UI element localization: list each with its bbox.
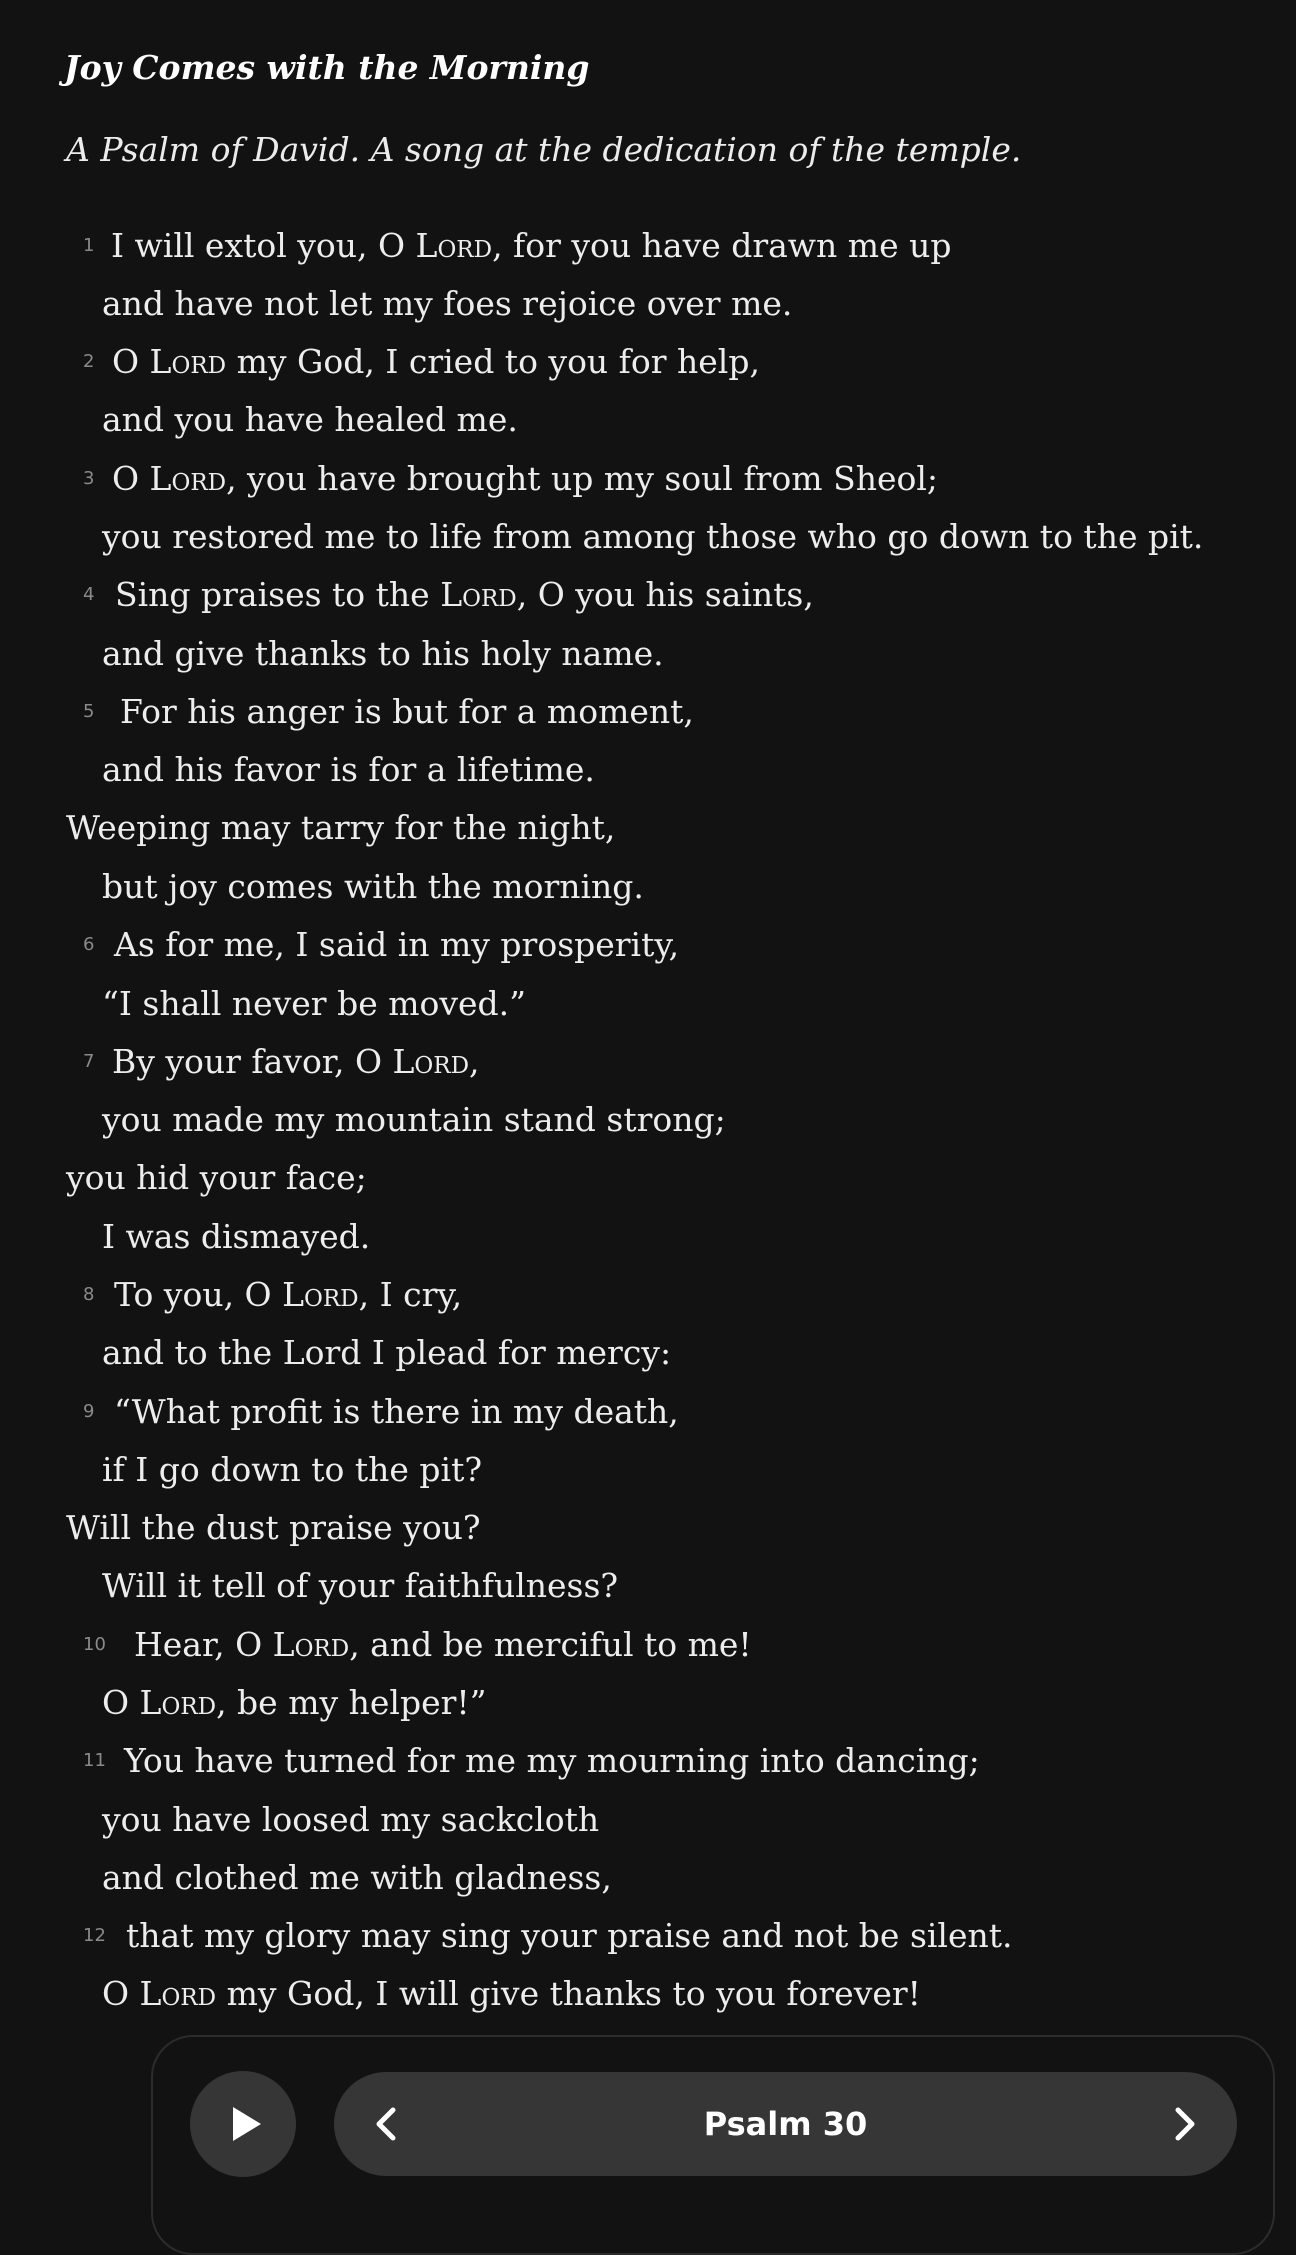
divine-name: Lord xyxy=(272,1625,350,1664)
verse-line: As for me, I said in my prosperity, xyxy=(114,925,680,964)
verse-number-4: 4 xyxy=(83,584,95,605)
verse-line: O Lord my God, I cried to you for help, xyxy=(112,342,760,381)
divine-name: Lord xyxy=(440,575,517,614)
verse-line: I will extol you, O Lord, for you have drawn me up xyxy=(111,226,952,265)
divine-name: Lord xyxy=(282,1275,359,1314)
verse-number-8: 8 xyxy=(83,1284,95,1305)
play-button[interactable] xyxy=(190,2071,296,2177)
verse-line: you hid your face; xyxy=(66,1158,367,1197)
chapter-label[interactable]: Psalm 30 xyxy=(703,2105,868,2143)
verse-number-1: 1 xyxy=(83,235,95,256)
verse-line: and clothed me with gladness, xyxy=(102,1858,612,1897)
verse-line: you restored me to life from among those who go down to the pit. xyxy=(102,517,1204,556)
verse-line: To you, O Lord, I cry, xyxy=(114,1275,463,1314)
verse-number-5: 5 xyxy=(83,701,95,722)
verse-number-3: 3 xyxy=(83,468,95,489)
verse-line: and you have healed me. xyxy=(102,400,518,439)
verse-line: and his favor is for a lifetime. xyxy=(102,750,595,789)
divine-name: Lord xyxy=(392,1042,470,1081)
divine-name: Lord xyxy=(149,342,227,381)
verse-line: O Lord, you have brought up my soul from Sheol; xyxy=(112,459,939,498)
verse-number-9: 9 xyxy=(83,1401,95,1422)
play-icon xyxy=(233,2107,261,2141)
verse-line: Weeping may tarry for the night, xyxy=(66,808,616,847)
divine-name: Lord xyxy=(149,459,227,498)
verse-line: you have loosed my sackcloth xyxy=(102,1800,600,1839)
verse-line: By your favor, O Lord, xyxy=(112,1042,480,1081)
next-chapter-button[interactable] xyxy=(1133,2072,1237,2176)
verse-line: O Lord my God, I will give thanks to you forever! xyxy=(102,1974,921,2013)
verse-line: if I go down to the pit? xyxy=(102,1450,483,1489)
verse-line: You have turned for me my mourning into dancing; xyxy=(124,1741,980,1780)
verse-number-2: 2 xyxy=(83,351,95,372)
verse-line: Will it tell of your faithfulness? xyxy=(102,1566,619,1605)
divine-name: Lord xyxy=(139,1974,217,2013)
chevron-left-icon xyxy=(371,2104,401,2144)
verse-number-7: 7 xyxy=(83,1051,95,1072)
verse-line: but joy comes with the morning. xyxy=(102,867,644,906)
verse-line: that my glory may sing your praise and not be silent. xyxy=(126,1916,1013,1955)
psalm-title: Joy Comes with the Morning xyxy=(64,48,590,87)
verse-line: Sing praises to the Lord, O you his saints, xyxy=(115,575,814,614)
verse-line: For his anger is but for a moment, xyxy=(120,692,694,731)
verse-line: “I shall never be moved.” xyxy=(102,984,527,1023)
chapter-navigator xyxy=(334,2072,1237,2176)
divine-name: Lord xyxy=(415,226,493,265)
verse-line: and give thanks to his holy name. xyxy=(102,634,664,673)
divine-name: Lord xyxy=(139,1683,217,1722)
chevron-right-icon xyxy=(1170,2104,1200,2144)
verse-line: Will the dust praise you? xyxy=(66,1508,481,1547)
verse-line: and to the Lord I plead for mercy: xyxy=(102,1333,672,1372)
verse-line: O Lord, be my helper!” xyxy=(102,1683,487,1722)
psalm-superscription: A Psalm of David. A song at the dedication of the temple. xyxy=(66,130,1022,169)
verse-line: you made my mountain stand strong; xyxy=(102,1100,726,1139)
verse-line: I was dismayed. xyxy=(102,1217,371,1256)
verse-number-10: 10 xyxy=(83,1634,106,1655)
verse-line: and have not let my foes rejoice over me. xyxy=(102,284,793,323)
verse-number-11: 11 xyxy=(83,1750,106,1771)
verse-number-12: 12 xyxy=(83,1925,106,1946)
verse-line: Hear, O Lord, and be merciful to me! xyxy=(134,1625,752,1664)
previous-chapter-button[interactable] xyxy=(334,2072,438,2176)
verse-number-6: 6 xyxy=(83,934,95,955)
verse-line: “What profit is there in my death, xyxy=(114,1392,679,1431)
